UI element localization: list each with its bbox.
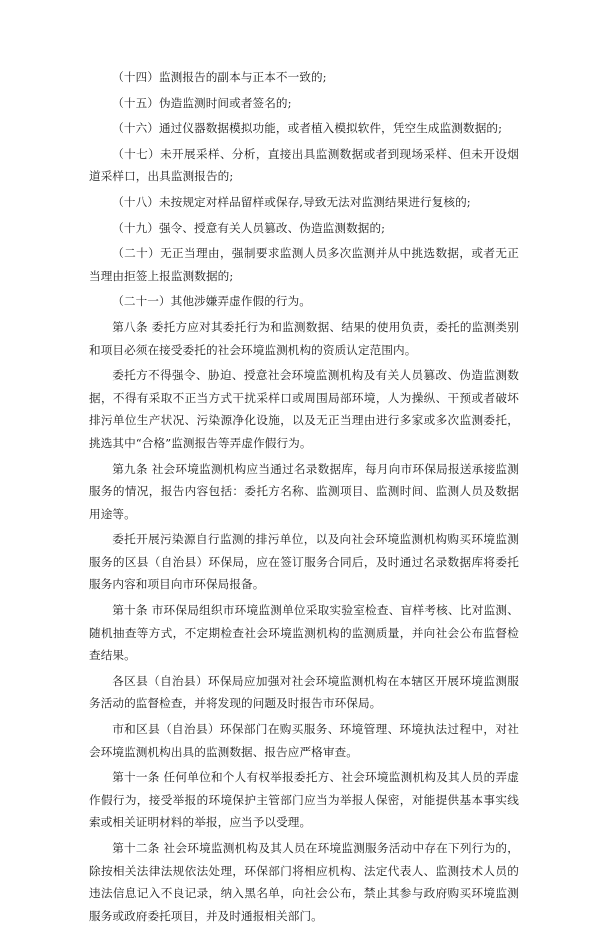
article-10-paragraph-2: 各区县（自治县）环保局应加强对社会环境监测机构在本辖区开展环境监测服务活动的监督检查，并将发现的问题及时报告市环保局。: [89, 673, 519, 711]
article-9-paragraph-2: 委托开展污染源自行监测的排污单位，以及向社会环境监测机构购买环境监测服务的区县（自治县）环保局，应在签订服务合同后，及时通过名录数据库将委托服务内容和项目向市环保局报备。: [89, 532, 519, 592]
article-8: 第八条 委托方应对其委托行为和监测数据、结果的使用负责，委托的监测类别和项目必须在接受委托的社会环境监测机构的资质认定范围内。: [89, 319, 519, 357]
clause-16: （十六）通过仪器数据模拟功能，或者植入模拟软件，凭空生成监测数据的;: [112, 121, 503, 136]
article-10-paragraph-3: 市和区县（自治县）环保部门在购买服务、环境管理、环境执法过程中，对社会环境监测机构出具的监测数据、报告应严格审查。: [89, 722, 519, 759]
article-11: 第十一条 任何单位和个人有权举报委托方、社会环境监测机构及其人员的弄虚作假行为，接受举报的环境保护主管部门应当为举报人保密，对能提供基本事实线索或相关证明材料的举报，应当予以受理。: [89, 770, 519, 830]
article-12: 第十二条 社会环境监测机构及其人员在环境监测服务活动中存在下列行为的，除按相关法律法规依法处理，环保部门将相应机构、法定代表人、监测技术人员的违法信息记入不良记录，纳入黑名单，向社会公布，禁止其参与政府购买环境监测服务或政府委托项目，并及时通报相关部门。: [89, 841, 519, 923]
clause-18: （十八）未按规定对样品留样或保存,导致无法对监测结果进行复核的;: [112, 194, 471, 209]
clause-14: （十四）监测报告的副本与正本不一致的;: [112, 70, 327, 84]
clause-19: （十九）强令、授意有关人员篡改、伪造监测数据的;: [112, 220, 386, 235]
article-9: 第九条 社会环境监测机构应当通过名录数据库，每月向市环保局报送承接监测服务的情况，报告内容包括：委托方名称、监测项目、监测时间、监测人员及数据用途等。: [89, 461, 519, 521]
article-10: 第十条 市环保局组织市环境监测单位采取实验室检查、盲样考核、比对监测、随机抽查等方式，不定期检查社会环境监测机构的监测质量，并向社会公布监督检查结果。: [89, 603, 519, 663]
clause-17: （十七）未开展采样、分析，直接出具监测数据或者到现场采样、但未开设烟道采样口，出具监测报告的;: [89, 146, 519, 184]
clause-20: （二十）无正当理由，强制要求监测人员多次监测并从中挑选数据，或者无正当理由拒签上报监测数据的;: [89, 246, 519, 283]
article-8-paragraph-2: 委托方不得强令、胁迫、授意社会环境监测机构及有关人员篡改、伪造监测数据，不得有采取不正当方式干扰采样口或周围局部环境，人为操纵、干预或者破坏排污单位生产状况、污染源净化设施，以及无正当理由进行多家或多次监测委托，挑选其中“合格”监测报告等弄虚作假行为。: [89, 368, 519, 450]
clause-15: （十五）伪造监测时间或者签名的;: [112, 95, 292, 110]
clause-21: （二十一）其他涉嫌弄虚作假的行为。: [112, 294, 311, 309]
document-body: [89, 66, 519, 927]
